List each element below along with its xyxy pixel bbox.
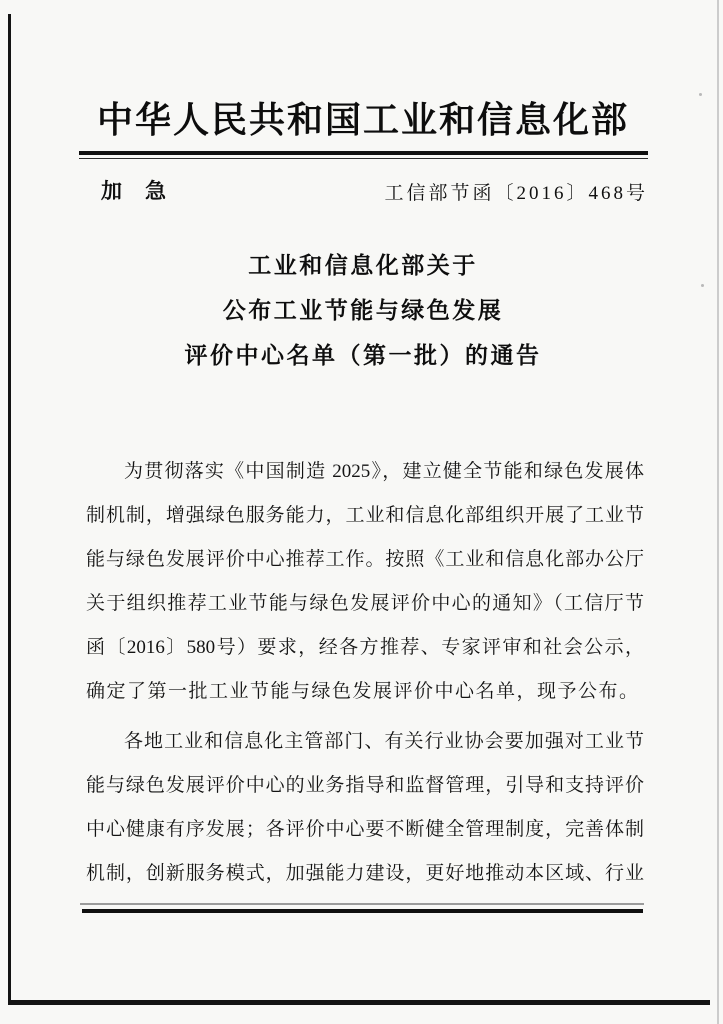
urgency-marker: 加 急 [101, 179, 167, 203]
notice-title [78, 243, 648, 378]
body-line: 确定了第一批工业节能与绿色发展评价中心名单，现予公布。 [86, 681, 640, 702]
notice-title-line-1: 工业和信息化部关于 [248, 253, 478, 278]
body-line: 能与绿色发展评价中心推荐工作。按照《工业和信息化部办公厅 [86, 549, 644, 570]
footer-rule-thick [82, 909, 643, 913]
footer-rule-thin [80, 903, 644, 905]
body-paragraph-2 [86, 720, 644, 896]
scan-border-bottom [8, 1000, 710, 1005]
scan-speck [699, 93, 702, 96]
body-line: 中心健康有序发展；各评价中心要不断健全管理制度，完善体制 [86, 819, 644, 840]
letterhead-org-name: 中华人民共和国工业和信息化部 [96, 100, 629, 140]
scan-speck [701, 284, 704, 287]
notice-title-line-3: 评价中心名单（第一批）的通告 [184, 343, 542, 368]
notice-title-line-2: 公布工业节能与绿色发展 [222, 298, 504, 323]
letterhead-rule-thin [79, 158, 648, 159]
body-paragraph-1 [86, 450, 644, 714]
scan-border-left [8, 14, 11, 1005]
body-line: 机制，创新服务模式，加强能力建设，更好地推动本区域、行业 [86, 863, 644, 884]
body-line: 制机制，增强绿色服务能力，工业和信息化部组织开展了工业节 [86, 505, 644, 526]
body-line: 各地工业和信息化主管部门、有关行业协会要加强对工业节 [124, 731, 644, 752]
body-line: 能与绿色发展评价中心的业务指导和监督管理，引导和支持评价 [86, 775, 644, 796]
body-line: 为贯彻落实《中国制造 2025》，建立健全节能和绿色发展体 [124, 461, 644, 482]
document-number: 工信部节函〔2016〕468号 [384, 183, 648, 204]
body-line: 关于组织推荐工业节能与绿色发展评价中心的通知》（工信厅节 [86, 593, 644, 614]
body-line: 函〔2016〕580号）要求，经各方推荐、专家评审和社会公示， [86, 637, 644, 658]
scan-page-right-edge [717, 0, 719, 1024]
letterhead-rule-thick [79, 151, 648, 155]
